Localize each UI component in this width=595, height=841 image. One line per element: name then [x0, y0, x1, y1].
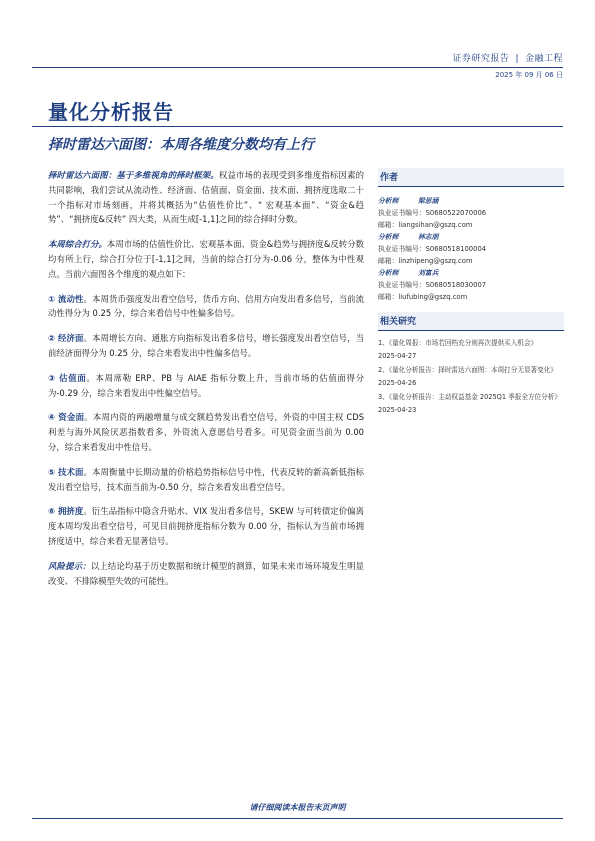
intro-text: 权益市场的表现受到多维度指标因素的共同影响，我们尝试从流动性、经济面、估值面、资金面、技术面、拥挤度选取二十一个指标对市场刻画，并将其概括为“估值性价比”、“ 宏观基本面”、“资金&趋势”、“拥挤度&反转” 四大类，从而生成[-1,1]之间的综合择时分数。 — [48, 170, 365, 225]
header-separator: | — [515, 54, 519, 64]
related-heading: 相关研究 — [378, 312, 564, 331]
summary-text: 本周市场的估值性价比、宏观基本面、资金&趋势与拥挤度&反转分数均有所上行，综合打分位于[-1,1]之间，当前的综合打分为-0.06 分，整体为中性观点。当前六面图各个维度的观点如下： — [48, 239, 365, 279]
item-text: 。衍生品指标中隐含升贴水、VIX 发出看多信号，SKEW 与可转债定价偏离度本周均发出看空信号，可见目前拥挤度指标分数为 0.00 分，指标认为当前市场拥挤度适中，综合来看无显著信号。 — [48, 506, 364, 546]
item-number: ⑥ — [48, 506, 56, 517]
analyst-role: 分析师 — [378, 233, 399, 241]
license-number: S0680518030007 — [425, 281, 487, 289]
item-number: ② — [48, 333, 56, 344]
item-name: 经济面 — [58, 333, 84, 344]
related-title: 3、《量化分析报告：主动权益基金 2025Q1 季报全方位分析》 — [378, 393, 561, 401]
footer-disclaimer: 请仔细阅读本报告末页声明 — [249, 803, 346, 812]
analyst-name: 刘富兵 — [418, 269, 439, 277]
analyst-role: 分析师 — [378, 269, 399, 277]
risk-lead: 风险提示： — [48, 560, 91, 571]
item-text: 。本周货币强度发出看空信号，货币方向、信用方向发出看多信号，当前流动性得分为 0.25 分，综合来看信号中性偏多信号。 — [48, 293, 365, 319]
item-text: 。本周增长方向、通胀方向指标发出看多信号，增长强度发出看空信号，当前经济面得分为 0.25 分，综合来看发出中性偏多信号。 — [48, 333, 365, 358]
item-number: ⑤ — [48, 466, 56, 477]
license-label: 执业证书编号： — [378, 209, 426, 217]
dimension-economy — [48, 331, 364, 361]
dimension-liquidity — [48, 292, 364, 322]
item-name: 估值面 — [59, 372, 87, 383]
related-item[interactable] — [378, 364, 564, 389]
related-research-panel — [378, 312, 564, 418]
related-date: 2025-04-27 — [378, 351, 417, 360]
dimension-valuation — [48, 371, 364, 401]
item-number: ④ — [48, 412, 56, 423]
email-label: 邮箱： — [378, 257, 399, 265]
related-date: 2025-04-23 — [378, 405, 417, 414]
main-body — [48, 168, 364, 598]
report-date: 2025 年 09 月 06 日 — [495, 71, 563, 79]
analyst-role: 分析师 — [378, 197, 399, 205]
email-link[interactable]: liangsihan@gszq.com — [398, 221, 473, 229]
dimension-capital — [48, 410, 364, 454]
license-label: 执业证书编号： — [378, 245, 426, 253]
page-title: 量化分析报告 — [48, 100, 174, 124]
item-name: 技术面 — [58, 466, 84, 477]
item-text: 。本周衡量中长期动量的价格趋势指标信号中性，代表反转的新高新低指标发出看空信号，技术面当前为-0.50 分，综合来看发出看空信号。 — [48, 466, 365, 492]
dimension-crowding — [48, 504, 364, 548]
item-text: 。本周内资的两融增量与成交额趋势发出看空信号，外资的中国主权 CDS 利差与海外风险厌恶指数看多，外资流入意愿信号看多。可见资金面当前为 0.00 分，综合来看发出中性信号。 — [48, 412, 365, 452]
license-label: 执业证书编号： — [378, 281, 426, 289]
email-label: 邮箱： — [378, 221, 399, 229]
analyst-name: 林志朋 — [418, 233, 439, 241]
analyst-block — [378, 195, 564, 231]
email-link[interactable]: liufubing@gszq.com — [398, 293, 468, 301]
related-item[interactable] — [378, 391, 564, 416]
dimension-technical — [48, 465, 364, 495]
related-item[interactable] — [378, 337, 564, 362]
email-label: 邮箱： — [378, 293, 399, 301]
item-number: ① — [48, 293, 56, 304]
footer-rule — [32, 818, 563, 819]
summary-lead: 本周综合打分。 — [48, 239, 107, 250]
analyst-block — [378, 231, 564, 267]
item-name: 拥挤度 — [57, 506, 84, 517]
license-number: S0680518100004 — [425, 245, 487, 253]
item-number: ③ — [48, 372, 56, 383]
report-section: 金融工程 — [524, 54, 563, 64]
related-title: 2、《量化分析报告：择时雷达六面图：本周打分无显著变化》 — [378, 366, 557, 374]
analyst-name: 梁思涵 — [418, 197, 439, 205]
report-category: 证券研究报告 — [452, 54, 510, 64]
authors-panel — [378, 168, 564, 303]
intro-paragraph — [48, 168, 364, 227]
header-rule — [32, 67, 563, 68]
authors-heading: 作者 — [378, 168, 564, 187]
risk-paragraph — [48, 559, 364, 589]
intro-lead: 择时雷达六面图：基于多维视角的择时框架。 — [48, 170, 219, 180]
analyst-block — [378, 267, 564, 303]
title-rule — [32, 126, 563, 127]
item-name: 资金面 — [58, 412, 85, 423]
report-header — [452, 51, 563, 64]
item-name: 流动性 — [58, 293, 84, 304]
license-number: S0680522070006 — [425, 209, 487, 217]
risk-text: 以上结论均基于历史数据和统计模型的测算，如果未来市场环境发生明显改变、不排除模型失效的可能性。 — [48, 560, 365, 586]
item-text: 。本周席勒 ERP、PB 与 AIAE 指标分数上升，当前市场的估值面得分为-0.29 分，综合来看发出中性偏空信号。 — [48, 372, 364, 398]
related-date: 2025-04-26 — [378, 378, 417, 387]
page-subtitle: 择时雷达六面图：本周各维度分数均有上行 — [48, 137, 314, 153]
email-link[interactable]: linzhipeng@gszq.com — [398, 257, 473, 265]
related-title: 1、《量化周报：市场若回档充分则再次提供买入机会》 — [378, 339, 538, 347]
summary-paragraph — [48, 237, 364, 281]
